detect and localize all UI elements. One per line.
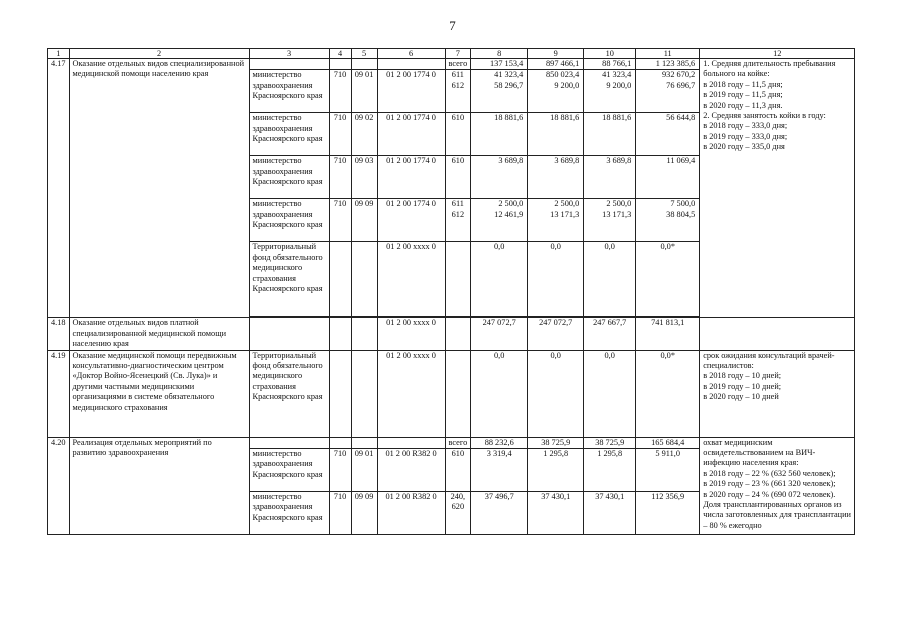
- agency-cell: Территориальный фонд обязательного медицинского страхования Красноярского края: [249, 242, 329, 317]
- value-total: 741 813,1: [636, 318, 700, 350]
- note-line: в 2018 году – 22 % (632 560 человек);: [703, 468, 836, 478]
- header-cell: 3: [249, 49, 329, 59]
- value: 12 461,9: [494, 209, 524, 219]
- note-line: в 2018 году – 11,5 дня;: [703, 79, 783, 89]
- note-line: срок ожидания консультаций врачей-специалистов:: [703, 350, 835, 371]
- value-2020: 18 881,6: [584, 113, 636, 156]
- rzpr-cell: [351, 242, 377, 317]
- rzpr-cell: 09 09: [351, 199, 377, 242]
- grbs-cell: 710: [329, 199, 351, 242]
- kvr-value: 611: [451, 70, 464, 80]
- csr-cell: 01 2 00 1774 0: [377, 70, 445, 113]
- value-2019: [528, 199, 584, 242]
- note-line: в 2020 году – 335,0 дня: [703, 142, 785, 152]
- value-total: 5 911,0: [636, 449, 700, 492]
- value-2018: 3 319,4: [471, 449, 528, 492]
- grbs-cell: 710: [329, 492, 351, 535]
- agency-cell: Территориальный фонд обязательного медицинского страхования Красноярского края: [249, 350, 329, 437]
- note-line: охват медицинским освидетельствованием на ВИЧ-инфекцию населения края:: [703, 437, 816, 468]
- note-line: в 2020 году – 11,3 дня.: [703, 100, 783, 110]
- note-line: в 2018 году – 333,0 дня;: [703, 121, 788, 131]
- table-row: [48, 318, 855, 350]
- value-2018: 18 881,6: [471, 113, 528, 156]
- result-note: [700, 437, 855, 534]
- value-2019: 3 689,8: [528, 156, 584, 199]
- header-cell: 5: [351, 49, 377, 59]
- value-2018: 247 072,7: [471, 318, 528, 350]
- header-cell: 7: [445, 49, 471, 59]
- rzpr-cell: 09 01: [351, 449, 377, 492]
- header-cell: 10: [584, 49, 636, 59]
- value-2018: 0,0: [471, 242, 528, 317]
- value-2018: 37 496,7: [471, 492, 528, 535]
- csr-cell: 01 2 00 1774 0: [377, 156, 445, 199]
- page-number: 7: [449, 18, 456, 33]
- value: 9 200,0: [606, 80, 632, 90]
- value-total: 1 123 385,6: [636, 59, 700, 70]
- value-2019: [528, 70, 584, 113]
- agency-cell: министерство здравоохранения Красноярского края: [249, 156, 329, 199]
- result-note: [700, 350, 855, 437]
- header-cell: 2: [69, 49, 249, 59]
- agency-cell: министерство здравоохранения Красноярского края: [249, 492, 329, 535]
- value: 2 500,0: [554, 199, 580, 209]
- value-2019: 1 295,8: [528, 449, 584, 492]
- value: 2 500,0: [498, 199, 524, 209]
- header-cell: 11: [636, 49, 700, 59]
- value: 850 023,4: [546, 70, 580, 80]
- header-cell: 4: [329, 49, 351, 59]
- kvr-cell: [445, 199, 471, 242]
- row-number: 4.19: [48, 350, 70, 437]
- value-2019: 37 430,1: [528, 492, 584, 535]
- grbs-cell: [329, 242, 351, 317]
- table-row: [48, 59, 855, 70]
- agency-cell: министерство здравоохранения Красноярского края: [249, 449, 329, 492]
- value-2019: 0,0: [528, 350, 584, 437]
- grbs-cell: 710: [329, 70, 351, 113]
- rzpr-cell: 09 01: [351, 70, 377, 113]
- row-number: 4.18: [48, 318, 70, 350]
- value: 7 500,0: [670, 199, 696, 209]
- note-line: 2. Средняя занятость койки в году:: [703, 111, 826, 121]
- kvr-cell: [445, 70, 471, 113]
- activity-name: Реализация отдельных мероприятий по развитию здравоохранения: [69, 437, 249, 534]
- kvr-cell: 240, 620: [445, 492, 471, 535]
- rzpr-cell: 09 09: [351, 492, 377, 535]
- value-total: [636, 70, 700, 113]
- value-total: 11 069,4: [636, 156, 700, 199]
- note-line: в 2019 году – 10 дней;: [703, 381, 782, 391]
- value-2018: [471, 199, 528, 242]
- value-2019: 897 466,1: [528, 59, 584, 70]
- value: 13 171,3: [602, 209, 632, 219]
- value-2020: 88 766,1: [584, 59, 636, 70]
- note-line: в 2020 году – 24 % (690 072 человек).: [703, 489, 836, 499]
- csr-cell: 01 2 00 xxxx 0: [377, 242, 445, 317]
- csr-cell: 01 2 00 xxxx 0: [377, 350, 445, 437]
- kvr-cell: 610: [445, 449, 471, 492]
- value-2019: 247 072,7: [528, 318, 584, 350]
- header-cell: 6: [377, 49, 445, 59]
- value-2018: 88 232,6: [471, 437, 528, 448]
- value-2018: [471, 70, 528, 113]
- value: 41 323,4: [602, 70, 632, 80]
- value-2020: 38 725,9: [584, 437, 636, 448]
- value-total: [636, 199, 700, 242]
- value-2020: 1 295,8: [584, 449, 636, 492]
- csr-cell: 01 2 00 1774 0: [377, 113, 445, 156]
- csr-cell: 01 2 00 R382 0: [377, 449, 445, 492]
- note-line: в 2020 году – 10 дней: [703, 392, 779, 402]
- value: 41 323,4: [494, 70, 524, 80]
- header-cell: 12: [700, 49, 855, 59]
- value-2019: 38 725,9: [528, 437, 584, 448]
- value-total: 112 356,9: [636, 492, 700, 535]
- value-2018: 3 689,8: [471, 156, 528, 199]
- header-row: [48, 49, 855, 59]
- kvr-value: 612: [451, 209, 465, 219]
- value-total: 0,0*: [636, 242, 700, 317]
- activity-name: Оказание медицинской помощи передвижным консультативно-диагностическим центром «Доктор Войно-Ясенецкий (Св. Лука)» и другими частными медицинскими организациями в системе обязательного медицинского страхования: [69, 350, 249, 437]
- value: 932 670,2: [662, 70, 696, 80]
- note-line: в 2018 году – 10 дней;: [703, 371, 782, 381]
- grbs-cell: 710: [329, 156, 351, 199]
- program-activities-table: [47, 48, 855, 535]
- grbs-cell: 710: [329, 113, 351, 156]
- rzpr-cell: 09 03: [351, 156, 377, 199]
- activity-name: Оказание отдельных видов платной специализированной медицинской помощи населению края: [69, 318, 249, 350]
- value-total: 165 684,4: [636, 437, 700, 448]
- value: 38 804,5: [666, 209, 696, 219]
- note-line: в 2019 году – 11,5 дня;: [703, 90, 783, 100]
- note-line: Доля трансплантированных органов из числа заготовленных для трансплантации – 80 % ежегодно: [703, 500, 851, 530]
- kvr-cell: [445, 242, 471, 317]
- value-total: 56 644,8: [636, 113, 700, 156]
- csr-cell: 01 2 00 R382 0: [377, 492, 445, 535]
- agency-cell: министерство здравоохранения Красноярского края: [249, 113, 329, 156]
- value: 58 296,7: [494, 80, 524, 90]
- table-row: [48, 437, 855, 448]
- agency-cell: министерство здравоохранения Красноярского края: [249, 199, 329, 242]
- value-2020: 0,0: [584, 350, 636, 437]
- value: 2 500,0: [606, 199, 632, 209]
- value: 13 171,3: [550, 209, 580, 219]
- csr-cell: 01 2 00 1774 0: [377, 199, 445, 242]
- csr-cell: 01 2 00 xxxx 0: [377, 318, 445, 350]
- header-cell: 9: [528, 49, 584, 59]
- agency-cell: министерство здравоохранения Красноярского края: [249, 70, 329, 113]
- value-2019: 18 881,6: [528, 113, 584, 156]
- header-cell: 8: [471, 49, 528, 59]
- value-2018: 0,0: [471, 350, 528, 437]
- kvr-cell: 610: [445, 113, 471, 156]
- kvr-cell: 610: [445, 156, 471, 199]
- table-row: [48, 350, 855, 437]
- kvr-cell: всего: [445, 437, 471, 448]
- kvr-cell: всего: [445, 59, 471, 70]
- note-line: в 2019 году – 333,0 дня;: [703, 131, 788, 141]
- value-total: 0,0*: [636, 350, 700, 437]
- value-2018: 137 153,4: [471, 59, 528, 70]
- kvr-value: 612: [451, 80, 465, 90]
- row-number: 4.20: [48, 437, 70, 534]
- value-2020: 247 667,7: [584, 318, 636, 350]
- value: 9 200,0: [554, 80, 580, 90]
- value-2020: [584, 70, 636, 113]
- value-2020: 3 689,8: [584, 156, 636, 199]
- note-line: в 2019 году – 23 % (661 320 человек);: [703, 479, 836, 489]
- row-number: 4.17: [48, 59, 70, 318]
- result-note: [700, 59, 855, 318]
- note-line: 1. Средняя длительность пребывания больного на койке:: [703, 59, 836, 79]
- value: 76 696,7: [666, 80, 696, 90]
- header-cell: 1: [48, 49, 70, 59]
- value-2020: 0,0: [584, 242, 636, 317]
- value-2020: 37 430,1: [584, 492, 636, 535]
- rzpr-cell: 09 02: [351, 113, 377, 156]
- kvr-value: 611: [451, 199, 464, 209]
- value-2019: 0,0: [528, 242, 584, 317]
- value-2020: [584, 199, 636, 242]
- activity-name: Оказание отдельных видов специализированной медицинской помощи населению края: [69, 59, 249, 318]
- grbs-cell: 710: [329, 449, 351, 492]
